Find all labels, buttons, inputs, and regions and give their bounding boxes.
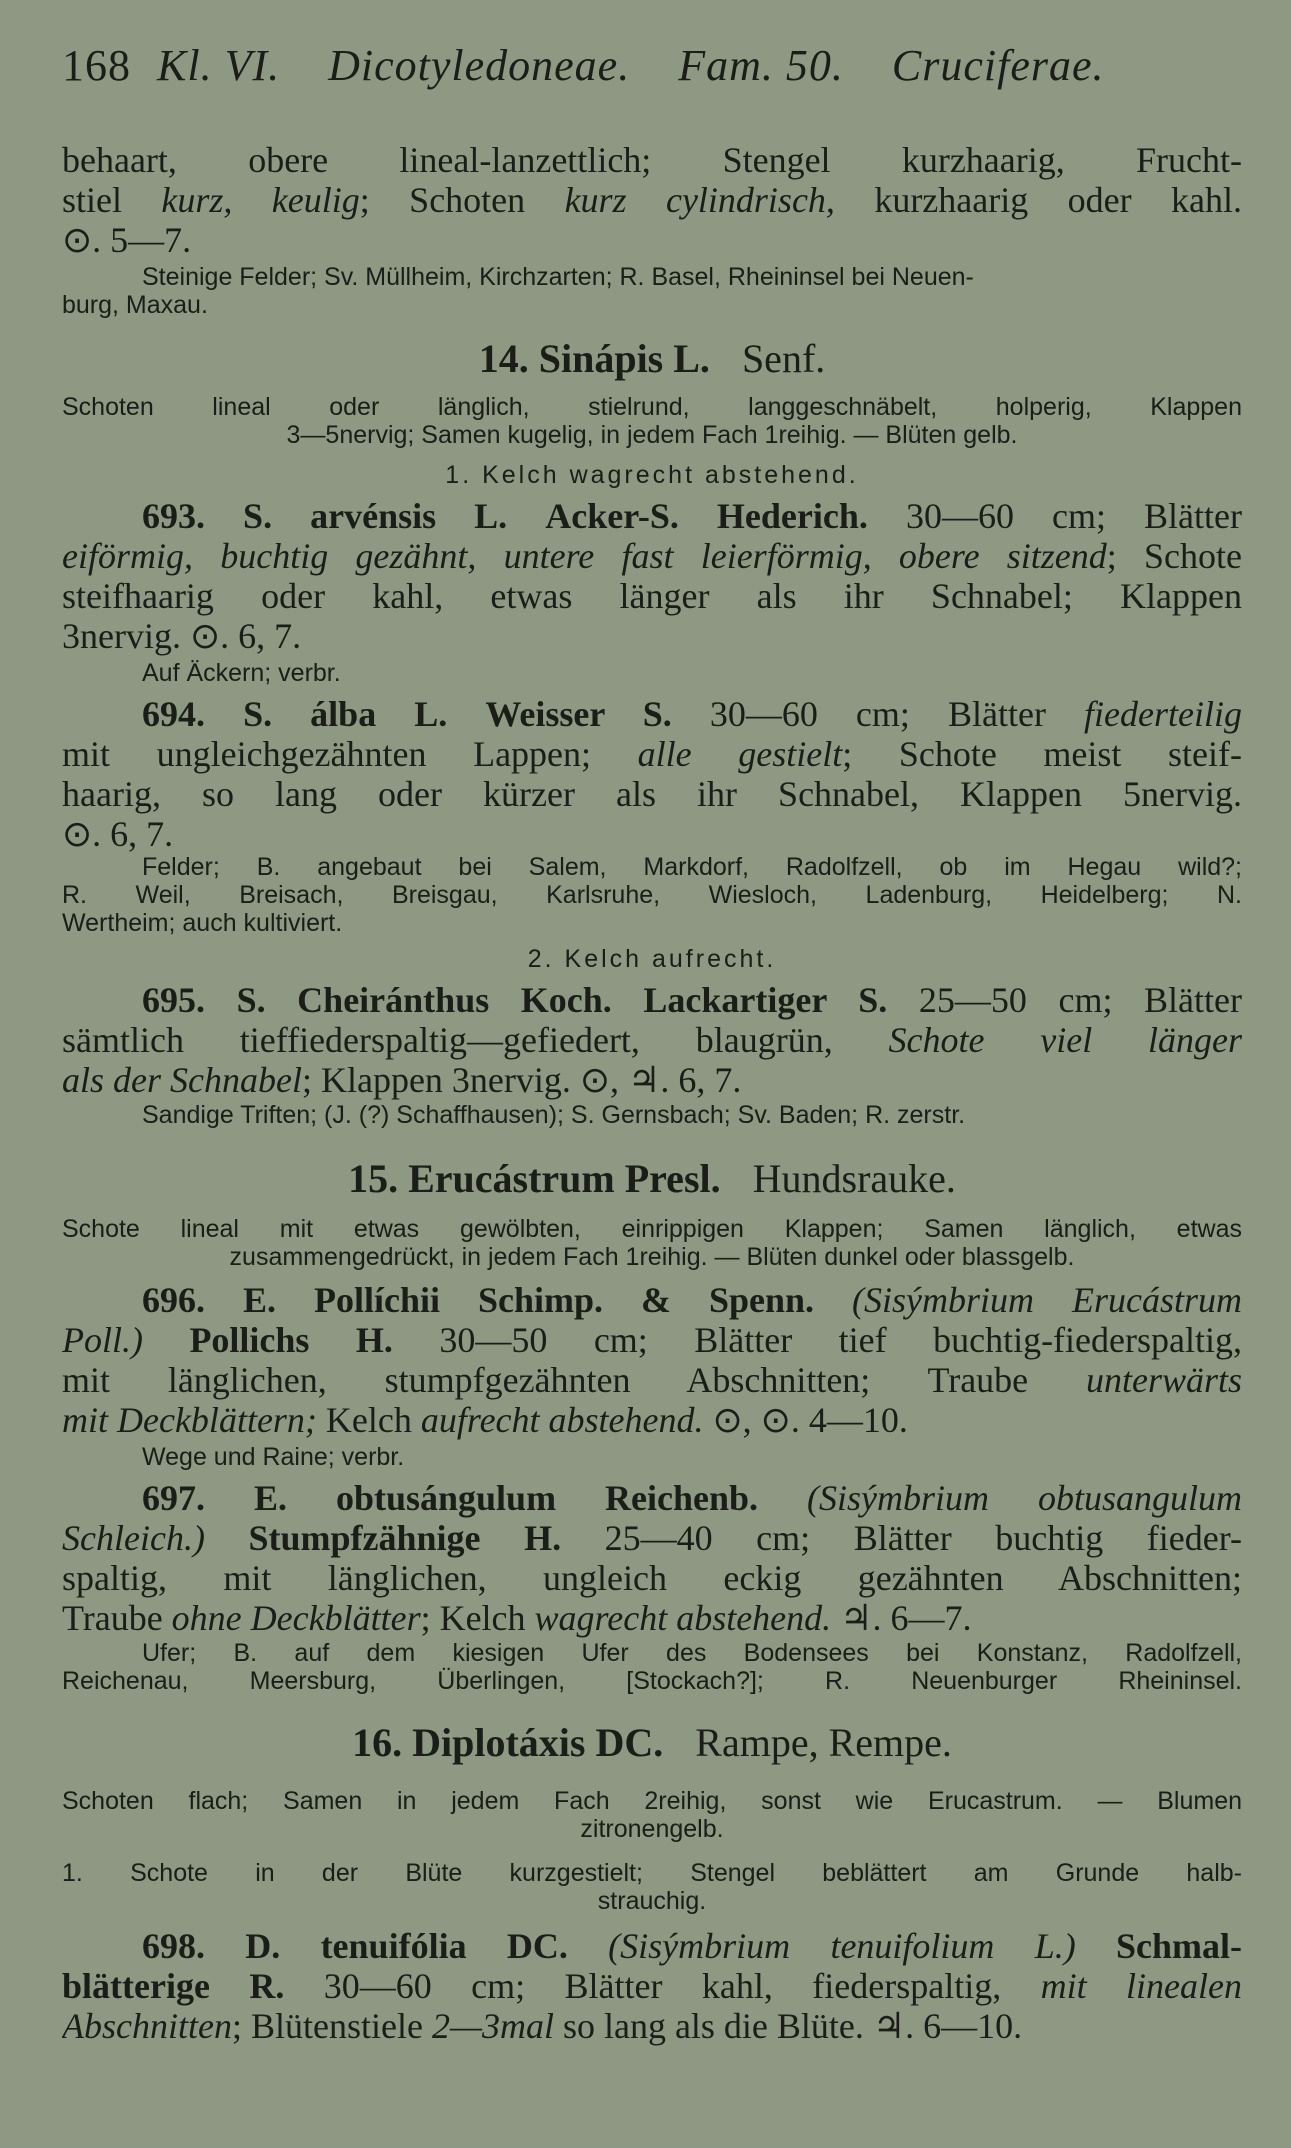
species-common-name: Schmal- <box>1116 1926 1242 1966</box>
text: ; Blütenstiele <box>231 2006 432 2046</box>
text-line <box>62 140 1242 180</box>
text-italic: ohne Deckblätter <box>171 1598 421 1638</box>
text-line <box>62 1020 1242 1060</box>
text: 30—60 cm; Blätter <box>709 694 1085 734</box>
habitat-line <box>62 908 1242 938</box>
text: mit ungleichgezähnten Lappen; <box>62 734 638 774</box>
genus-description <box>62 1786 1242 1816</box>
species-common-name: Pollichs H. <box>142 1320 393 1360</box>
text-line <box>62 1320 1242 1360</box>
text: ⊙. 6, 7. <box>62 814 174 854</box>
species-common-name: Lackartiger S. <box>643 980 888 1020</box>
habitat-line <box>142 658 1242 688</box>
genus-title: 14. Sinápis L. <box>478 336 710 381</box>
text-italic: wagrecht abstehend. <box>534 1598 832 1638</box>
text-line <box>62 2006 1242 2046</box>
key-heading <box>62 1858 1242 1888</box>
habitat-text: Ufer; B. auf dem kiesigen Ufer des Bodensees bei Konstanz, Radolfzell, <box>142 1639 1242 1667</box>
text: ♃. 6—7. <box>831 1598 972 1638</box>
habitat-line <box>142 1442 1242 1472</box>
text: ; Klappen 3nervig. ⊙, ♃. 6, 7. <box>301 1060 742 1100</box>
text: 30—60 cm; Blätter kahl, fiederspaltig, <box>284 1966 1041 2006</box>
text-italic: aufrecht abstehend. <box>420 1400 704 1440</box>
text-italic: als der Schnabel <box>62 1060 302 1100</box>
text: 25—50 cm; Blätter <box>918 980 1242 1020</box>
species-common-name: Weisser S. <box>485 694 672 734</box>
genus-heading <box>62 1720 1242 1766</box>
header-subclass: Dicotyledoneae. <box>328 41 631 90</box>
synonym-text: (Sisýmbrium Erucástrum <box>852 1280 1242 1320</box>
synonym-text: (Sisýmbrium tenuifolium L.) <box>608 1926 1076 1966</box>
text: ; Kelch <box>420 1598 535 1638</box>
text-italic: mit linealen <box>1040 1966 1242 2006</box>
habitat-text: Wertheim; auch kultiviert. <box>62 909 343 937</box>
text: kurzhaarig oder kahl. <box>834 180 1242 220</box>
text-line <box>62 1518 1242 1558</box>
text-italic: eiförmig, buchtig gezähnt, untere fast leierförmig, obere sitzend <box>62 536 1107 576</box>
genus-description <box>62 1242 1242 1272</box>
habitat-line <box>142 1100 1242 1130</box>
text-italic: unterwärts <box>1085 1360 1242 1400</box>
genus-description <box>62 1814 1242 1844</box>
description-text: Schote lineal mit etwas gewölbten, einrippigen Klappen; Samen länglich, etwas <box>62 1215 1242 1243</box>
species-line <box>142 980 1242 1020</box>
header-family: Cruciferae. <box>891 41 1105 90</box>
description-text: zusammengedrückt, in jedem Fach 1reihig. — Blüten dunkel oder blassgelb. <box>229 1243 1075 1271</box>
species-name: 696. E. Pollíchii Schimp. & Spenn. <box>142 1280 815 1320</box>
text: 3nervig. ⊙. 6, 7. <box>62 616 302 656</box>
text-line <box>62 774 1242 814</box>
text-italic: Abschnitten <box>62 2006 232 2046</box>
text: stiel <box>62 180 162 220</box>
text-italic: mit Deckblättern; <box>62 1400 317 1440</box>
text-line <box>62 814 1242 854</box>
habitat-line <box>142 852 1242 882</box>
text-italic: alle gestielt <box>637 734 843 774</box>
text: Traube <box>62 1598 172 1638</box>
synonym-text: (Sisýmbrium obtusangulum <box>807 1478 1242 1518</box>
key-text: 2. Kelch aufrecht. <box>527 945 777 973</box>
running-header <box>62 40 1242 96</box>
key-heading <box>62 944 1242 974</box>
genus-title: 16. Diplotáxis DC. <box>352 1720 664 1765</box>
habitat-line <box>62 290 1242 320</box>
text: behaart, obere lineal-lanzettlich; Stengel kurzhaarig, Frucht- <box>62 140 1242 180</box>
habitat-line <box>62 1666 1242 1696</box>
text: so lang als die Blüte. ♃. 6—10. <box>553 2006 1023 2046</box>
text: haarig, so lang oder kürzer als ihr Schnabel, Klappen 5nervig. <box>62 774 1242 814</box>
text: 30—50 cm; Blätter tief buchtig-fiederspaltig, <box>392 1320 1242 1360</box>
key-text: 1. Schote in der Blüte kurzgestielt; Stengel beblättert am Grunde halb- <box>62 1859 1242 1887</box>
genus-description <box>62 392 1242 422</box>
text: spaltig, mit länglichen, ungleich eckig gezähnten Abschnitten; <box>62 1558 1242 1598</box>
text: ⊙, ⊙. 4—10. <box>703 1400 908 1440</box>
description-text: Schoten lineal oder länglich, stielrund, langgeschnäbelt, holperig, Klappen <box>62 393 1242 421</box>
genus-common-name: Hundsrauke. <box>752 1156 956 1201</box>
genus-description <box>62 420 1242 450</box>
species-common-name: Stumpfzähnige H. <box>204 1518 562 1558</box>
species-line <box>142 496 1242 536</box>
text-italic: fiederteilig <box>1084 694 1242 734</box>
text-line <box>62 180 1242 220</box>
genus-heading <box>62 336 1242 382</box>
habitat-line <box>142 1638 1242 1668</box>
text-line <box>62 734 1242 774</box>
species-name: 697. E. obtusángulum Reichenb. <box>142 1478 759 1518</box>
text: mit länglichen, stumpfgezähnten Abschnitten; Traube <box>62 1360 1086 1400</box>
species-line <box>142 694 1242 734</box>
text: ; Schoten <box>359 180 565 220</box>
description-text: 3—5nervig; Samen kugelig, in jedem Fach 1reihig. — Blüten gelb. <box>286 421 1018 449</box>
habitat-line <box>142 262 1242 292</box>
text-italic: 2—3mal <box>431 2006 554 2046</box>
genus-common-name: Rampe, Rempe. <box>695 1720 952 1765</box>
description-text: zitronengelb. <box>580 1815 724 1843</box>
text-line <box>62 1966 1242 2006</box>
text-italic: Poll.) <box>62 1320 143 1360</box>
text-italic: Schleich.) <box>62 1518 205 1558</box>
species-name: 694. S. álba L. <box>142 694 448 734</box>
text-line <box>62 1558 1242 1598</box>
habitat-text: Steinige Felder; Sv. Müllheim, Kirchzarten; R. Basel, Rheininsel bei Neuen- <box>142 263 974 291</box>
species-common-name: blätterige R. <box>62 1966 285 2006</box>
text-line <box>62 1598 1242 1638</box>
text: 30—60 cm; Blätter <box>905 496 1242 536</box>
habitat-text: Reichenau, Meersburg, Überlingen, [Stockach?]; R. Neuenburger Rheininsel. <box>62 1667 1242 1695</box>
key-heading <box>62 460 1242 490</box>
habitat-line <box>62 880 1242 910</box>
text-line <box>62 220 1242 260</box>
text: ; Schote <box>1106 536 1242 576</box>
genus-common-name: Senf. <box>741 336 826 381</box>
species-line <box>142 1926 1242 1966</box>
header-family-number: Fam. 50. <box>678 41 844 90</box>
species-name: 693. S. arvénsis L. <box>142 496 508 536</box>
habitat-text: Felder; B. angebaut bei Salem, Markdorf, Radolfzell, ob im Hegau wild?; <box>142 853 1242 881</box>
text-line <box>62 536 1242 576</box>
text-line <box>62 1400 1242 1440</box>
header-class: Kl. VI. <box>157 41 281 90</box>
genus-title: 15. Erucástrum Presl. <box>348 1156 721 1201</box>
text-italic: kurz, keulig <box>161 180 360 220</box>
text: sämtlich tieffiederspaltig—gefiedert, blaugrün, <box>62 1020 889 1060</box>
text-italic: Schote viel länger <box>888 1020 1242 1060</box>
key-text: 1. Kelch wagrecht abstehend. <box>445 461 859 489</box>
text: steifhaarig oder kahl, etwas länger als ihr Schnabel; Klappen <box>62 576 1242 616</box>
text-line <box>62 1060 1242 1100</box>
key-text: strauchig. <box>597 1887 707 1915</box>
habitat-text: Sandige Triften; (J. (?) Schaffhausen); S. Gernsbach; Sv. Baden; R. zerstr. <box>142 1101 966 1129</box>
habitat-text: Wege und Raine; verbr. <box>142 1443 405 1471</box>
species-line <box>142 1280 1242 1320</box>
text-line <box>62 616 1242 656</box>
habitat-text: R. Weil, Breisach, Breisgau, Karlsruhe, Wiesloch, Ladenburg, Heidelberg; N. <box>62 881 1242 909</box>
habitat-text: burg, Maxau. <box>62 291 208 319</box>
text: Kelch <box>316 1400 421 1440</box>
text: 25—40 cm; Blätter buchtig fieder- <box>561 1518 1242 1558</box>
page-number: 168 <box>62 41 131 90</box>
text-italic: kurz cylindrisch, <box>564 180 835 220</box>
species-common-name: Acker-S. Hederich. <box>545 496 868 536</box>
description-text: Schoten flach; Samen in jedem Fach 2reihig, sonst wie Erucastrum. — Blumen <box>62 1787 1242 1815</box>
text: ; Schote meist steif- <box>842 734 1242 774</box>
text-line <box>62 576 1242 616</box>
genus-heading <box>62 1156 1242 1202</box>
text-line <box>62 1360 1242 1400</box>
key-heading <box>62 1886 1242 1916</box>
text: ⊙. 5—7. <box>62 220 192 260</box>
genus-description <box>62 1214 1242 1244</box>
species-line <box>142 1478 1242 1518</box>
species-name: 698. D. tenuifólia DC. <box>142 1926 568 1966</box>
habitat-text: Auf Äckern; verbr. <box>142 659 341 687</box>
species-name: 695. S. Cheiránthus Koch. <box>142 980 612 1020</box>
